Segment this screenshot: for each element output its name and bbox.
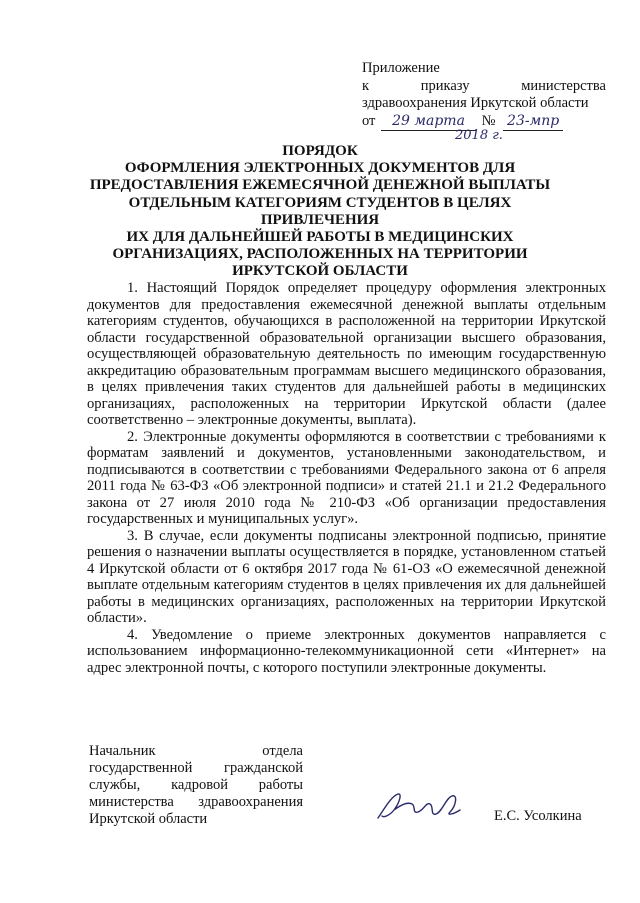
position-line: Иркутской области — [89, 811, 208, 827]
annex-block — [362, 60, 606, 131]
signature-stroke — [378, 794, 460, 818]
paragraph-4: 4. Уведомление о приеме электронных документов направляется с использованием информационно-телекоммуникационной сети «Интернет» на адрес электронной почты, с которого поступили электронные документы. — [87, 626, 606, 676]
annex-order-line: к приказу министерства — [362, 77, 606, 94]
document-title — [80, 143, 560, 281]
paragraph-3: 3. В случае, если документы подписаны электронной подписью, принятие решения о назначении выплаты осуществляется в порядке, установленном статьей 4 Иркутской области от 6 октября 2017 года № 61-ОЗ «О ежемесячной денежной выплате отдельным категориям студентов в целях привлечения их для дальнейшей работы в медицинских организациях, расположенных на территории Иркутской области». — [87, 527, 606, 626]
annex-ministry: здравоохранения Иркутской области — [362, 95, 589, 111]
annex-label: Приложение — [362, 60, 440, 76]
handwritten-date: 29 марта — [381, 113, 476, 132]
title-line: ОРГАНИЗАЦИЯХ, РАСПОЛОЖЕННЫХ НА ТЕРРИТОРИИ — [112, 246, 528, 263]
signatory-position — [89, 743, 303, 828]
title-line: ИРКУТСКОЙ ОБЛАСТИ — [232, 263, 408, 280]
paragraph-2: 2. Электронные документы оформляются в соответствии с требованиями к форматам заявлений и документов, установленными законодательством, и подписываются в соответствии с требованиями Федерального закона от 6 апреля 2011 года № 63-ФЗ «Об электронной подписи» и статей 21.1 и 21.2 Федерального закона от 27 июля 2010 года № 210-ФЗ «Об организации предоставления государственных и муниципальных услуг». — [87, 428, 606, 527]
position-line: Начальник отдела — [89, 743, 303, 759]
handwritten-signature — [372, 788, 464, 826]
handwritten-year: 2018 г. — [455, 128, 503, 143]
position-line: службы, кадровой работы — [89, 777, 303, 793]
title-line: ПРЕДОСТАВЛЕНИЯ ЕЖЕМЕСЯЧНОЙ ДЕНЕЖНОЙ ВЫПЛАТЫ — [89, 177, 551, 194]
paragraph-1: 1. Настоящий Порядок определяет процедуру оформления электронных документов для предоставления ежемесячной денежной выплаты отдельным категориям студентов, обучающихся в расположенной на территории Иркутской области государственной образовательной организации высшего образования, осуществляющей образовательную деятельность по имеющим государственную аккредитацию образовательным программам высшего медицинского образования, в целях привлечения таких студентов для дальнейшей работы в медицинских организациях, расположенных на территории Иркутской области (далее соответственно – электронные документы, выплата). — [87, 280, 606, 428]
annex-date-line: от 29 марта № 23-мпр — [362, 113, 606, 132]
title-line: ИХ ДЛЯ ДАЛЬНЕЙШЕЙ РАБОТЫ В МЕДИЦИНСКИХ — [126, 229, 514, 246]
document-body — [87, 280, 606, 676]
signer-name: Е.С. Усолкина — [494, 808, 582, 824]
title-line: ПОРЯДОК — [282, 143, 358, 159]
position-line: министерства здравоохранения — [89, 794, 303, 810]
title-line: ОТДЕЛЬНЫМ КАТЕГОРИЯМ СТУДЕНТОВ В ЦЕЛЯХ ПРИВЛЕЧЕНИЯ — [128, 194, 512, 228]
handwritten-number: 23-мпр — [503, 113, 563, 132]
title-line: ОФОРМЛЕНИЯ ЭЛЕКТРОННЫХ ДОКУМЕНТОВ ДЛЯ — [124, 160, 516, 177]
position-line: государственной гражданской — [89, 760, 303, 776]
